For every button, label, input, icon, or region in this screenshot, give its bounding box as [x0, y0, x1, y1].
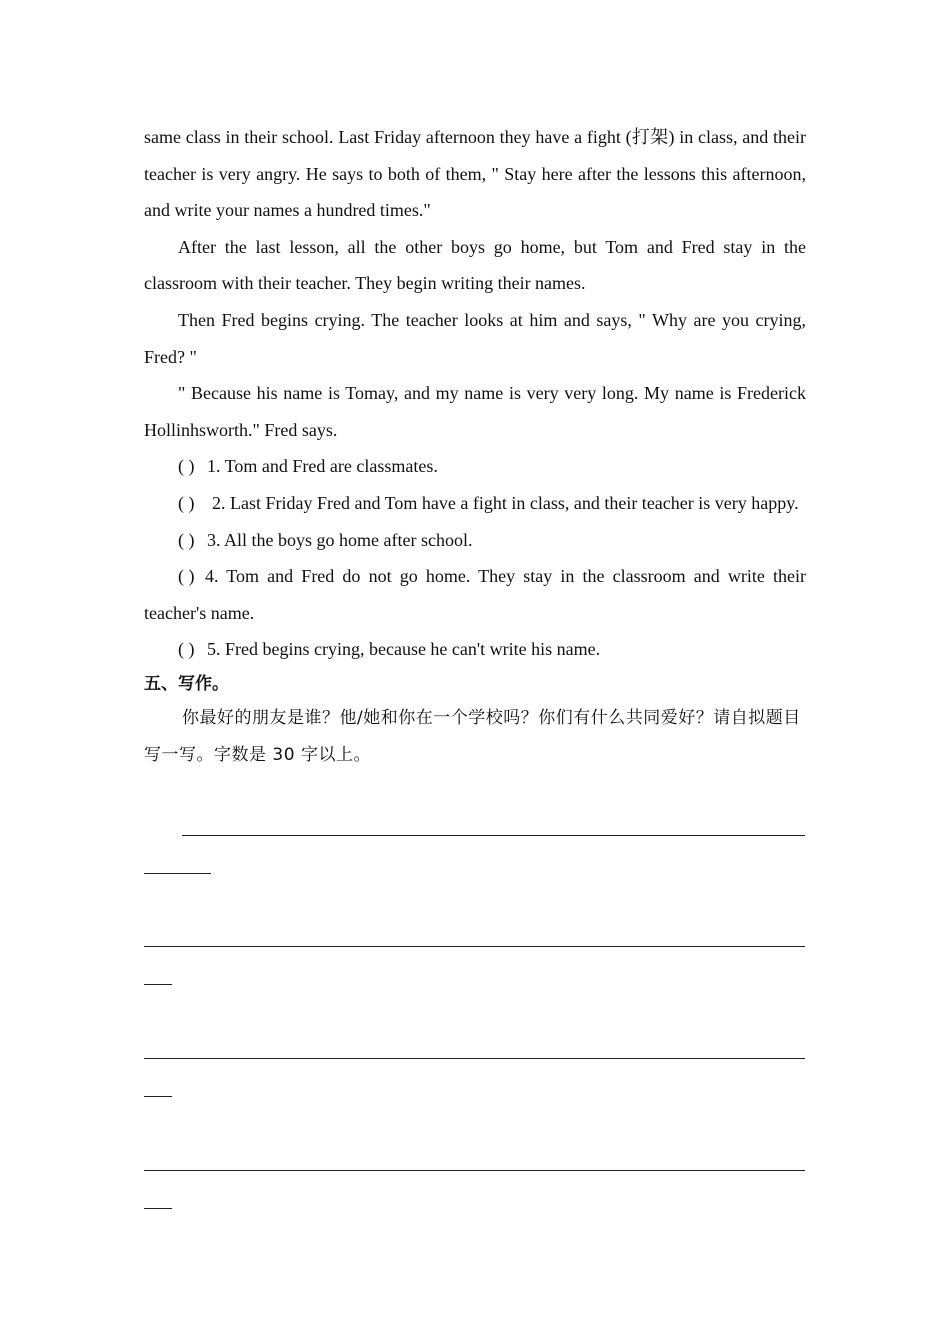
question-1: [144, 448, 806, 485]
question-2: [144, 485, 806, 522]
passage-paragraph-4: " Because his name is Tomay, and my name is very very long. My name is Frederick Hollinhsworth." Fred says.: [144, 383, 806, 440]
question-text: 4. Tom and Fred do not go home. They stay in the classroom and write their teacher's name.: [144, 566, 806, 623]
writing-line[interactable]: [144, 946, 805, 947]
question-text: 2. Last Friday Fred and Tom have a fight in class, and their teacher is very happy.: [212, 492, 799, 513]
writing-line[interactable]: [144, 1170, 805, 1171]
answer-blank[interactable]: ( ): [178, 529, 195, 550]
passage-paragraph-2: After the last lesson, all the other boys go home, but Tom and Fred stay in the classroom with their teacher. They begin writing their names.: [144, 236, 806, 294]
passage-paragraph-3: Then Fred begins crying. The teacher looks at him and says, " Why are you crying, Fred? ": [144, 309, 806, 367]
writing-line[interactable]: [144, 1058, 805, 1059]
writing-section-heading: 五、写作。: [144, 673, 229, 694]
writing-line-tail[interactable]: [144, 1096, 172, 1097]
answer-blank[interactable]: ( ): [178, 492, 195, 513]
passage-paragraph-1: same class in their school. Last Friday afternoon they have a fight (打架) in class, and their teacher is very angry. He says to both of them, " Stay here after the lessons this afternoon, and write your names a hundred times.": [144, 127, 806, 221]
document-body: [144, 119, 806, 774]
writing-line[interactable]: [182, 835, 805, 836]
question-text: 5. Fred begins crying, because he can't write his name.: [207, 639, 601, 660]
answer-blank[interactable]: ( ): [178, 566, 195, 587]
question-3: [144, 522, 806, 559]
question-text: 3. All the boys go home after school.: [207, 529, 473, 550]
answer-blank[interactable]: ( ): [178, 639, 195, 660]
question-5: [144, 631, 806, 668]
answer-blank[interactable]: ( ): [178, 456, 195, 477]
writing-line-tail[interactable]: [144, 984, 172, 985]
writing-line-tail[interactable]: [144, 873, 211, 874]
writing-line-tail[interactable]: [144, 1208, 172, 1209]
writing-prompt: 你最好的朋友是谁？他/她和你在一个学校吗？你们有什么共同爱好？请自拟题目写一写。字数是 30 字以上。: [144, 707, 801, 765]
question-text: 1. Tom and Fred are classmates.: [207, 456, 438, 477]
question-4: [144, 558, 806, 631]
